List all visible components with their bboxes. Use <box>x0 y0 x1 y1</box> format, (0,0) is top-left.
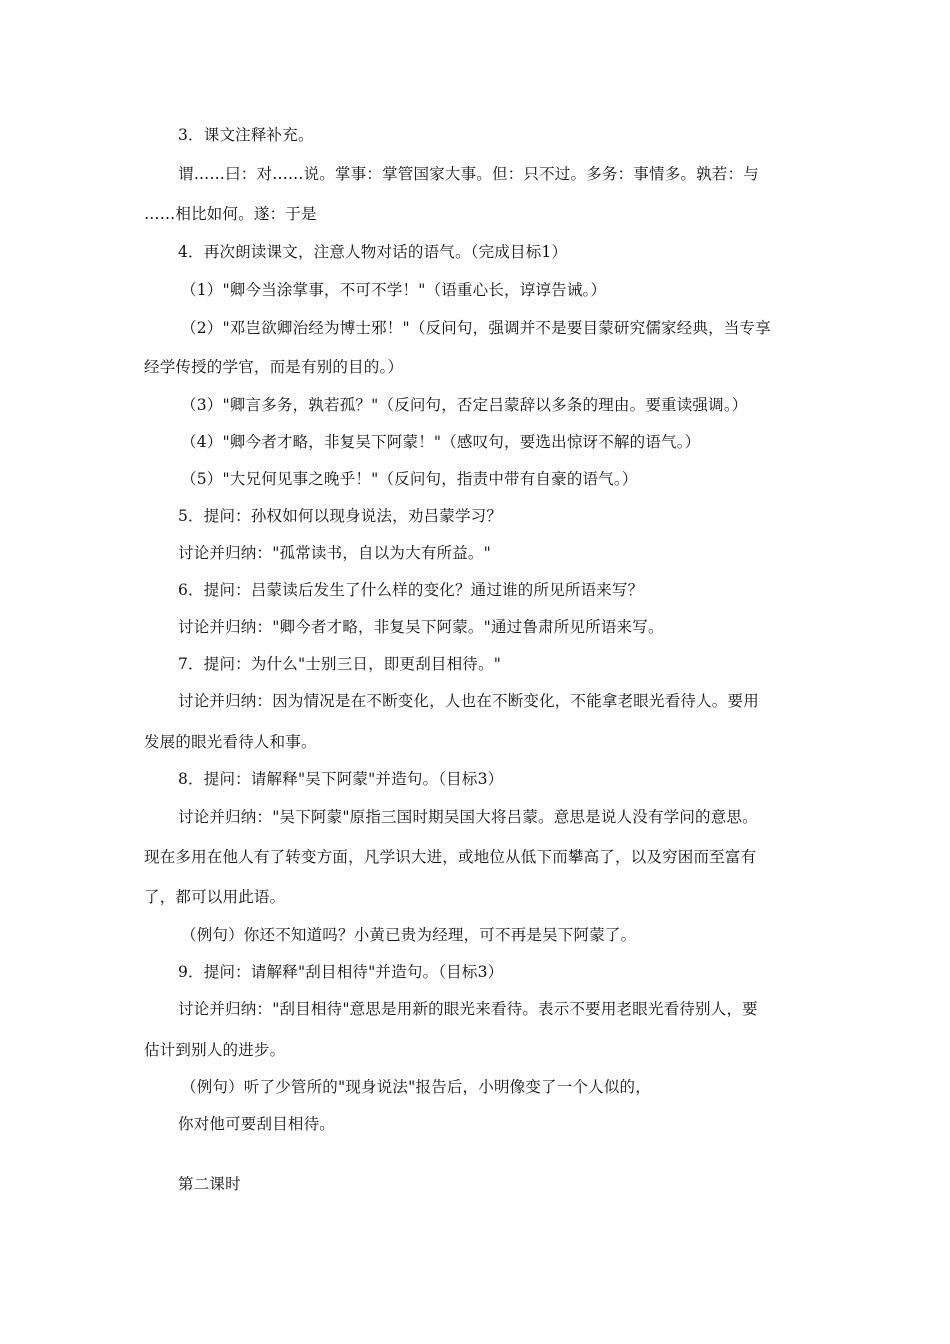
item-7-question: 7．提问：为什么"士别三日，即更刮目相待。" <box>178 655 502 673</box>
item-7-answer-line-1: 讨论并归纳：因为情况是在不断变化，人也在不断变化，不能拿老眼光看待人。要用 <box>178 692 759 710</box>
item-5-question: 5．提问：孙权如何以现身说法，劝吕蒙学习？ <box>178 507 503 525</box>
item-8-answer-line-3: 了，都可以用此语。 <box>144 888 286 906</box>
dialogue-3: （3）"卿言多务，孰若孤？"（反问句，否定吕蒙辞以多条的理由。要重读强调。） <box>181 396 748 414</box>
item-9-example-line-1: （例句）听了少管所的"现身说法"报告后，小明像变了一个人似的， <box>181 1078 651 1096</box>
dialogue-4: （4）"卿今者才略，非复吴下阿蒙！"（感叹句，要选出惊讶不解的语气。） <box>181 433 701 451</box>
item-9-example-line-2: 你对他可要刮目相待。 <box>178 1115 336 1133</box>
item-9-question: 9．提问：请解释"刮目相待"并造句。（目标3） <box>178 963 504 981</box>
annotation-line-1: 谓……曰：对……说。掌事：掌管国家大事。但：只不过。多务：事情多。孰若：与 <box>178 165 759 183</box>
item-8-answer-line-1: 讨论并归纳："吴下阿蒙"原指三国时期吴国大将吕蒙。意思是说人没有学问的意思。 <box>178 808 758 826</box>
item-9-answer-line-1: 讨论并归纳："刮目相待"意思是用新的眼光来看待。表示不要用老眼光看待别人，要 <box>178 1000 758 1018</box>
item-8-example: （例句）你还不知道吗？小黄已贵为经理，可不再是吴下阿蒙了。 <box>181 926 637 944</box>
item-9-answer-line-2: 估计到别人的进步。 <box>144 1041 286 1059</box>
item-8-question: 8．提问：请解释"吴下阿蒙"并造句。（目标3） <box>178 770 504 788</box>
dialogue-1: （1）"卿今当涂掌事，不可不学！"（语重心长，谆谆告诫。） <box>181 281 607 299</box>
dialogue-2-line-2: 经学传授的学官，而是有别的目的。） <box>144 358 404 376</box>
item-3-heading: 3．课文注释补充。 <box>178 126 314 144</box>
item-6-question: 6．提问：吕蒙读后发生了什么样的变化？通过谁的所见所语来写？ <box>178 581 644 599</box>
item-6-answer: 讨论并归纳："卿今者才略，非复吴下阿蒙。"通过鲁肃所见所语来写。 <box>178 618 664 636</box>
annotation-line-2: ……相比如何。遂：于是 <box>144 205 317 223</box>
item-7-answer-line-2: 发展的眼光看待人和事。 <box>144 733 317 751</box>
item-8-answer-line-2: 现在多用在他人有了转变方面，凡学识大进，或地位从低下而攀高了，以及穷困而至富有 <box>144 848 757 866</box>
dialogue-2-line-1: （2）"邓岂欲卿治经为博士邪！"（反问句，强调并不是要目蒙研究儒家经典，当专享 <box>181 319 771 337</box>
section-heading-lesson-2: 第二课时 <box>178 1175 241 1193</box>
item-4-heading: 4．再次朗读课文，注意人物对话的语气。（完成目标1） <box>178 243 568 261</box>
item-5-answer: 讨论并归纳："孤常读书，自以为大有所益。" <box>178 544 491 562</box>
dialogue-5: （5）"大兄何见事之晚乎！"（反问句，指责中带有自豪的语气。） <box>181 470 638 488</box>
